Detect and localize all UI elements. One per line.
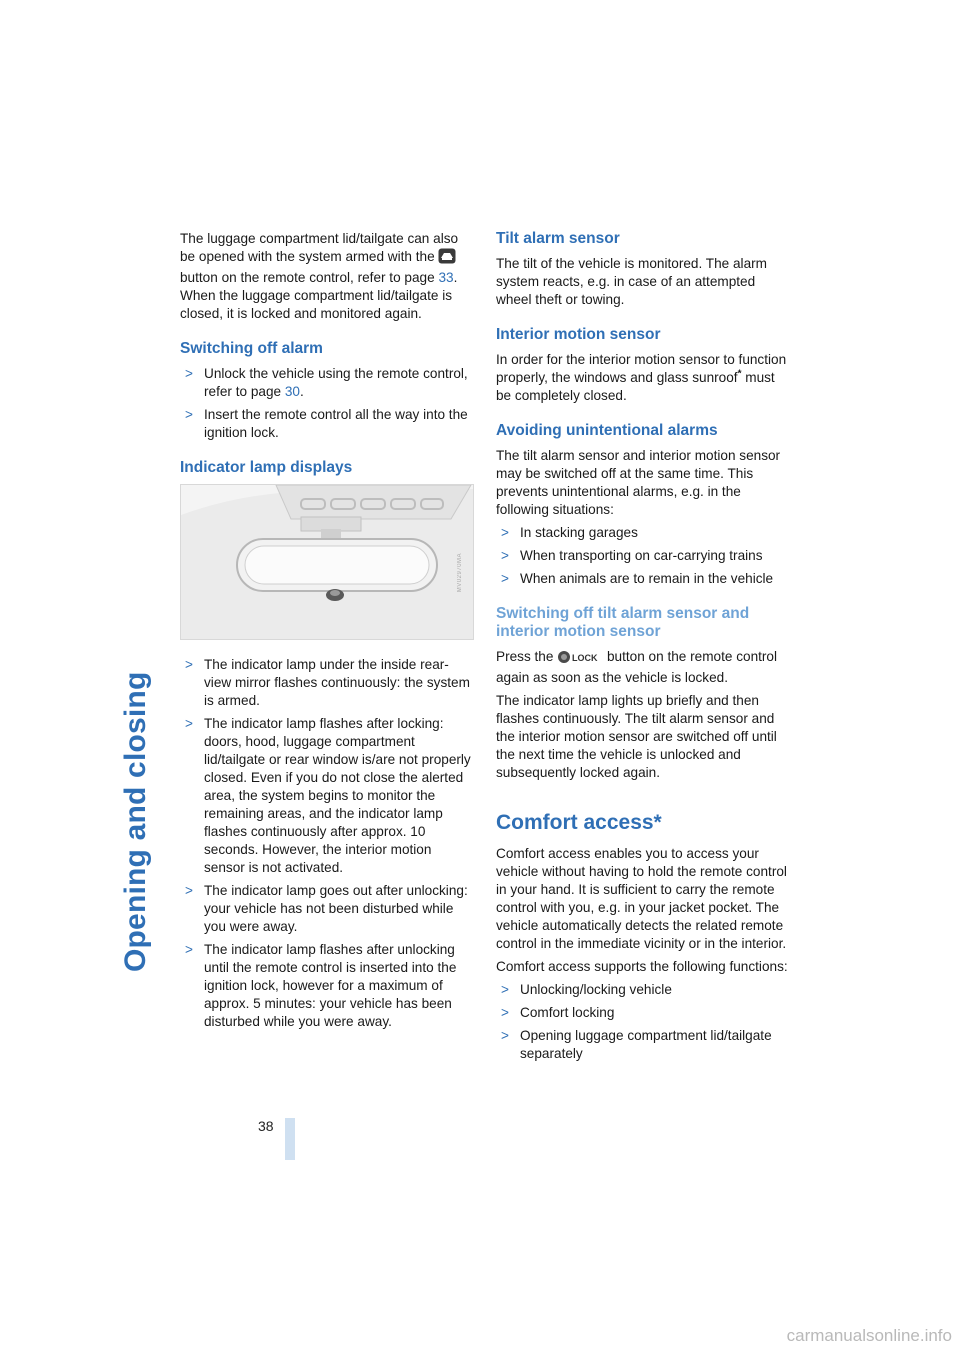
- bullet-marker: >: [185, 716, 193, 731]
- list-item: > The indicator lamp goes out after unlocking: your vehicle has not been disturbed while you were away.: [185, 883, 468, 934]
- list-item: > When transporting on car-carrying trains: [501, 548, 763, 563]
- tailgate-button-icon: [438, 248, 456, 269]
- switching-off-list: [180, 365, 474, 442]
- rearview-mirror-illustration: [181, 485, 474, 640]
- list-item: > Comfort locking: [501, 1005, 615, 1020]
- bullet-marker: >: [501, 525, 509, 540]
- page-ref-link[interactable]: 33: [438, 270, 454, 285]
- comfort-access-list: [496, 981, 792, 1063]
- bullet-marker: >: [501, 571, 509, 586]
- left-column: [180, 230, 474, 1036]
- switching-off-alarm-heading: Switching off alarm: [180, 340, 323, 357]
- comfort-access-text: Comfort access enables you to access your vehicle without having to hold the remote control in your hand. It is sufficient to carry the remote control with you, e.g. in your jacket pocket. The vehicle automatically detects the related remote control in the immediate vicinity or in the interior.: [496, 846, 787, 951]
- avoiding-alarms-heading: Avoiding unintentional alarms: [496, 422, 718, 439]
- watermark: carmanualsonline.info: [786, 1326, 952, 1345]
- optional-equipment-star: *: [737, 368, 742, 380]
- list-item: > Unlocking/locking vehicle: [501, 982, 672, 997]
- list-item: > When animals are to remain in the vehicle: [501, 571, 774, 586]
- page-number-bar: [285, 1118, 295, 1160]
- bullet-marker: >: [185, 657, 193, 672]
- comfort-access-heading: Comfort access*: [496, 811, 662, 834]
- comfort-access-functions: Comfort access supports the following functions:: [496, 959, 788, 974]
- switching-off-sensors-heading: Switching off tilt alarm sensor and interior motion sensor: [496, 605, 750, 640]
- avoiding-alarms-text: The tilt alarm sensor and interior motion sensor may be switched off at the same time. This prevents unintentional alarms, e.g. in the following situations:: [496, 448, 781, 517]
- list-item: > The indicator lamp flashes after unlocking until the remote control is inserted into the ignition lock, however for a maximum of approx. 5 minutes: your vehicle has been disturbed while you were away.: [185, 942, 457, 1029]
- list-item: > In stacking garages: [501, 525, 638, 540]
- bullet-marker: >: [185, 942, 193, 957]
- indicator-list: [180, 656, 474, 1031]
- list-item: > Opening luggage compartment lid/tailgate separately: [501, 1028, 772, 1061]
- tilt-alarm-heading: Tilt alarm sensor: [496, 230, 620, 247]
- list-item: > The indicator lamp under the inside rear-view mirror flashes continuously: the system is armed.: [185, 657, 470, 708]
- bullet-marker: >: [185, 407, 193, 422]
- interior-motion-heading: Interior motion sensor: [496, 326, 661, 343]
- lock-button-icon: [557, 650, 603, 669]
- bullet-marker: >: [501, 548, 509, 563]
- figure-code: MV02970MA: [457, 553, 463, 593]
- page-number: 38: [258, 1118, 274, 1134]
- list-item: > Unlock the vehicle using the remote control, refer to page 30.: [185, 366, 468, 399]
- page-ref-link[interactable]: 30: [284, 384, 300, 399]
- intro-paragraph: The luggage compartment lid/tailgate can also be opened with the system armed with the button on the remote control, refer to page 33. When the luggage compartment lid/tailgate is closed, it is locked and monitored again.: [180, 231, 459, 321]
- rearview-mirror-figure: [180, 484, 474, 640]
- section-side-title: Opening and closing: [119, 671, 152, 972]
- bullet-marker: >: [501, 982, 509, 997]
- right-column: [496, 230, 792, 1068]
- bullet-marker: >: [501, 1005, 509, 1020]
- interior-motion-text: In order for the interior motion sensor to function properly, the windows and glass sunroof* must be completely closed.: [496, 352, 787, 403]
- indicator-switch-off-text: The indicator lamp lights up briefly and then flashes continuously. The tilt alarm sensor and the interior motion sensor are switched off until the next time the vehicle is unlocked and subsequently locked again.: [496, 693, 777, 780]
- bullet-marker: >: [185, 883, 193, 898]
- list-item: > The indicator lamp flashes after locking: doors, hood, luggage compartment lid/tailgate or rear window is/are not properly closed. Even if you do not close the alerted area, the system begins to monitor the remaining areas, and the indicator lamp flashes continuously after approx. 10 seconds. However, the interior motion sensor is not activated.: [185, 716, 471, 875]
- bullet-marker: >: [185, 366, 193, 381]
- lock-label: LOCK: [572, 653, 598, 663]
- press-lock-paragraph: Press the LOCK button on the remote control again as soon as the vehicle is locked.: [496, 649, 778, 685]
- bullet-marker: >: [501, 1028, 509, 1043]
- indicator-lamp-heading: Indicator lamp displays: [180, 459, 353, 476]
- avoiding-alarms-list: [496, 524, 792, 588]
- tilt-alarm-text: The tilt of the vehicle is monitored. The alarm system reacts, e.g. in case of an attempted wheel theft or towing.: [496, 256, 767, 307]
- list-item: > Insert the remote control all the way into the ignition lock.: [185, 407, 468, 440]
